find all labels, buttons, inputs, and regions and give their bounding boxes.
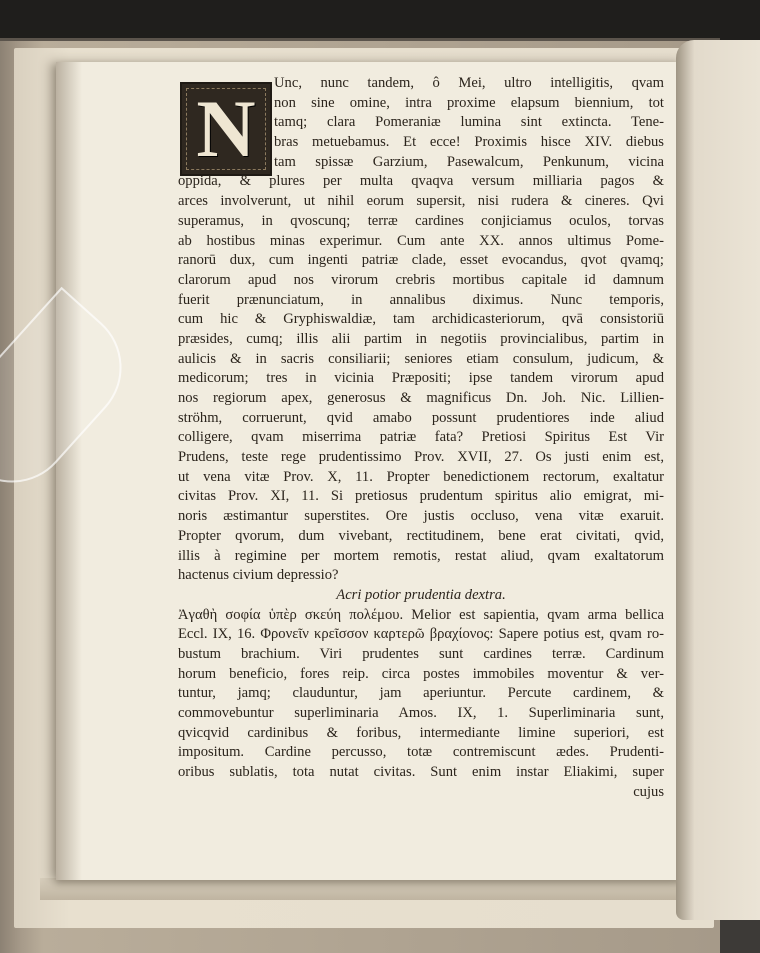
text-line: qvicqvid cardinibus & foribus, intermediante limine superiori, est <box>178 724 664 741</box>
text-line-greek: Ἀγαθὴ σοφία ὑπὲρ σκεύη πολέμου. Melior est sapientia, qvam arma bellica <box>178 606 664 623</box>
text-line: noris æstimantur superstites. Ore justis occluso, vena vitæ exaruit. <box>178 508 664 525</box>
text-line: ut vena vitæ Prov. X, 11. Propter benedictionem rectorum, exaltatur <box>178 468 664 485</box>
text-line: bustum brachium. Viri prudentes sunt cardines terræ. Cardinum <box>178 645 664 662</box>
text-line: illis à regimine per mortem remotis, restat aliud, qvam exaltatorum <box>178 547 664 564</box>
page-bottom-edge <box>40 878 690 900</box>
text-line: colligere, qvam miserrima patriæ fata? Pretiosi Spiritus Est Vir <box>178 429 664 446</box>
text-line: superamus, in qvoscunq; terræ cardines conjiciamus oculos, torvas <box>178 212 664 229</box>
text-line: præsides, cumq; illis alii partim in negotiis provincialibus, partim in <box>178 330 664 347</box>
text-line: civitas Prov. XI, 11. Si pretiosus prudentum spiritus alio emigrat, mi- <box>178 488 664 505</box>
text-line: impositum. Cardine percusso, totæ contremiscunt ædes. Prudenti- <box>178 744 664 761</box>
text-line: ströhm, corruerunt, qvid amabo possunt prudentiores inde aliud <box>178 409 664 426</box>
section-heading: Acri potior prudentia dextra. <box>336 586 506 603</box>
text-line: tuntur, jamq; clauduntur, jam aperiuntur. Percute cardinem, & <box>178 685 664 702</box>
text-line: Prudens, teste rege prudentissimo Prov. XVII, 27. Os justi enim est, <box>178 449 664 466</box>
text-line: tam spissæ Garzium, Pasewalcum, Penkunum, vicina <box>274 153 664 170</box>
text-line: tamq; clara Pomeraniæ lumina sint extincta. Tene- <box>274 114 664 131</box>
text-line-greek: Eccl. IX, 16. Φρονεῖν κρεῖσσον καρτερῶ βραχίονος: Sapere potius est, qvam ro- <box>178 626 664 643</box>
text-line: ab hostibus minas experimur. Cum ante XX. annos ultimus Pome- <box>178 232 664 249</box>
text-line: ranorū dux, cum ingenti patriæ clade, esset evocandus, qvot qvamq; <box>178 252 664 269</box>
text-line: aulicis & in sacris consiliarii; seniores etiam consulum, judicum, & <box>178 350 664 367</box>
text-line: cum hic & Gryphiswaldiæ, tam archidicasteriorum, qvā consistoriū <box>178 311 664 328</box>
catchword: cujus <box>633 783 664 800</box>
text-line: commovebuntur superliminaria Amos. IX, 1. Superliminaria sunt, <box>178 705 664 721</box>
text-line: non sine omine, intra proxime elapsum biennium, tot <box>274 94 664 111</box>
text-line: nos regiorum apex, generosus & magnificus Dn. Joh. Nic. Lillien- <box>178 390 664 406</box>
text-line: Propter qvorum, dum vivebant, rectitudinem, bene erat civitati, qvid, <box>178 527 664 544</box>
text-line: bras metuebamus. Et ecce! Proximis hisce XIV. diebus <box>274 134 664 151</box>
text-line: oppida, & plures per multa qvaqva versum milliaria pagos & <box>178 173 664 190</box>
text-line: horum beneficio, fores reip. circa postes immobiles moventur & ver- <box>178 665 664 682</box>
text-line: fuerit prænunciatum, in annalibus diximus. Nunc temporis, <box>178 291 664 308</box>
text-line: clarorum apud nos virorum crebris mortibus capitale id damnum <box>178 271 664 288</box>
next-page-edge <box>676 40 760 920</box>
page-text <box>178 74 664 802</box>
text-line: hactenus civium depressio? <box>178 567 339 584</box>
text-line: Unc, nunc tandem, ô Mei, ultro intelligitis, qvam <box>274 75 664 91</box>
gutter-shadow <box>56 62 82 880</box>
text-line: oribus sublatis, tota nutat civitas. Sunt enim instar Eliakimi, super <box>178 764 664 781</box>
dropcap-letter: N <box>196 83 256 174</box>
text-line: medicorum; tres in vicinia Præpositi; ipse tandem virorum apud <box>178 370 664 387</box>
text-line: arces involverunt, ut nihil eorum supersit, nisi rudera & cineres. Qvi <box>178 193 664 210</box>
